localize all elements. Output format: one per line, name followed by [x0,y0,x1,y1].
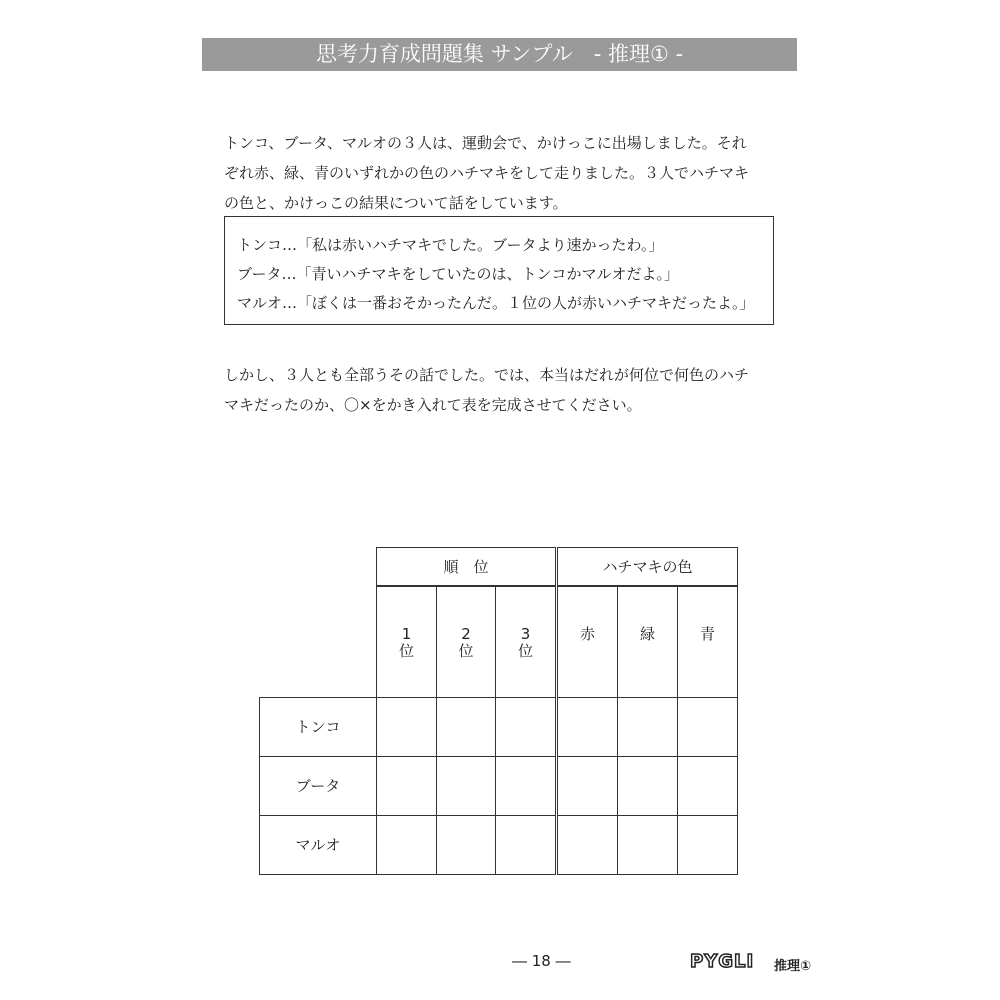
page-title: 思考力育成問題集 サンプル - 推理① - [202,38,797,71]
answer-cell[interactable] [557,815,618,875]
answer-cell[interactable] [376,756,437,816]
section-label: 推理① [774,959,812,974]
header-color: ハチマキの色 [557,547,738,587]
question-text [224,360,784,420]
statement: ブータ…「青いハチマキをしていたのは、トンコかマルオだよ。」 [237,265,680,283]
answer-cell[interactable] [376,697,437,757]
intro-line: ぞれ赤、緑、青のいずれかの色のハチマキをして走りました。３人でハチマキ [224,164,750,182]
column-header: 2 位 [436,585,496,698]
answer-cell[interactable] [436,815,496,875]
answer-cell[interactable] [557,697,618,757]
answer-cell[interactable] [557,756,618,816]
answer-cell[interactable] [495,815,556,875]
intro-text [224,128,784,218]
header-rank: 順 位 [376,547,556,587]
answer-cell[interactable] [617,697,678,757]
answer-cell[interactable] [617,815,678,875]
answer-cell[interactable] [677,697,738,757]
question-line: しかし、３人とも全部うその話でした。では、本当はだれが何位で何色のハチ [224,366,750,384]
answer-cell[interactable] [677,756,738,816]
column-header: 青 [677,585,738,698]
answer-cell[interactable] [617,756,678,816]
page-number: ― 18 ― [512,952,571,970]
column-header: 緑 [617,585,678,698]
column-header: 3 位 [495,585,556,698]
statement: トンコ…「私は赤いハチマキでした。ブータより速かったわ。」 [237,236,664,254]
intro-line: トンコ、ブータ、マルオの３人は、運動会で、かけっこに出場しました。それ [224,134,747,152]
answer-cell[interactable] [436,697,496,757]
statements-box [224,216,774,325]
question-line: マキだったのか、〇×をかき入れて表を完成させてください。 [224,396,642,414]
row-label: ブータ [259,756,377,816]
column-header: 1 位 [376,585,437,698]
answer-cell[interactable] [495,697,556,757]
answer-cell[interactable] [436,756,496,816]
brand-logo: PYGLI [690,951,755,972]
column-header: 赤 [557,585,618,698]
statement: マルオ…「ぼくは一番おそかったんだ。１位の人が赤いハチマキだったよ。」 [237,294,755,312]
row-label: マルオ [259,815,377,875]
intro-line: の色と、かけっこの結果について話をしています。 [224,194,568,212]
answer-cell[interactable] [495,756,556,816]
answer-cell[interactable] [677,815,738,875]
answer-cell[interactable] [376,815,437,875]
row-label: トンコ [259,697,377,757]
